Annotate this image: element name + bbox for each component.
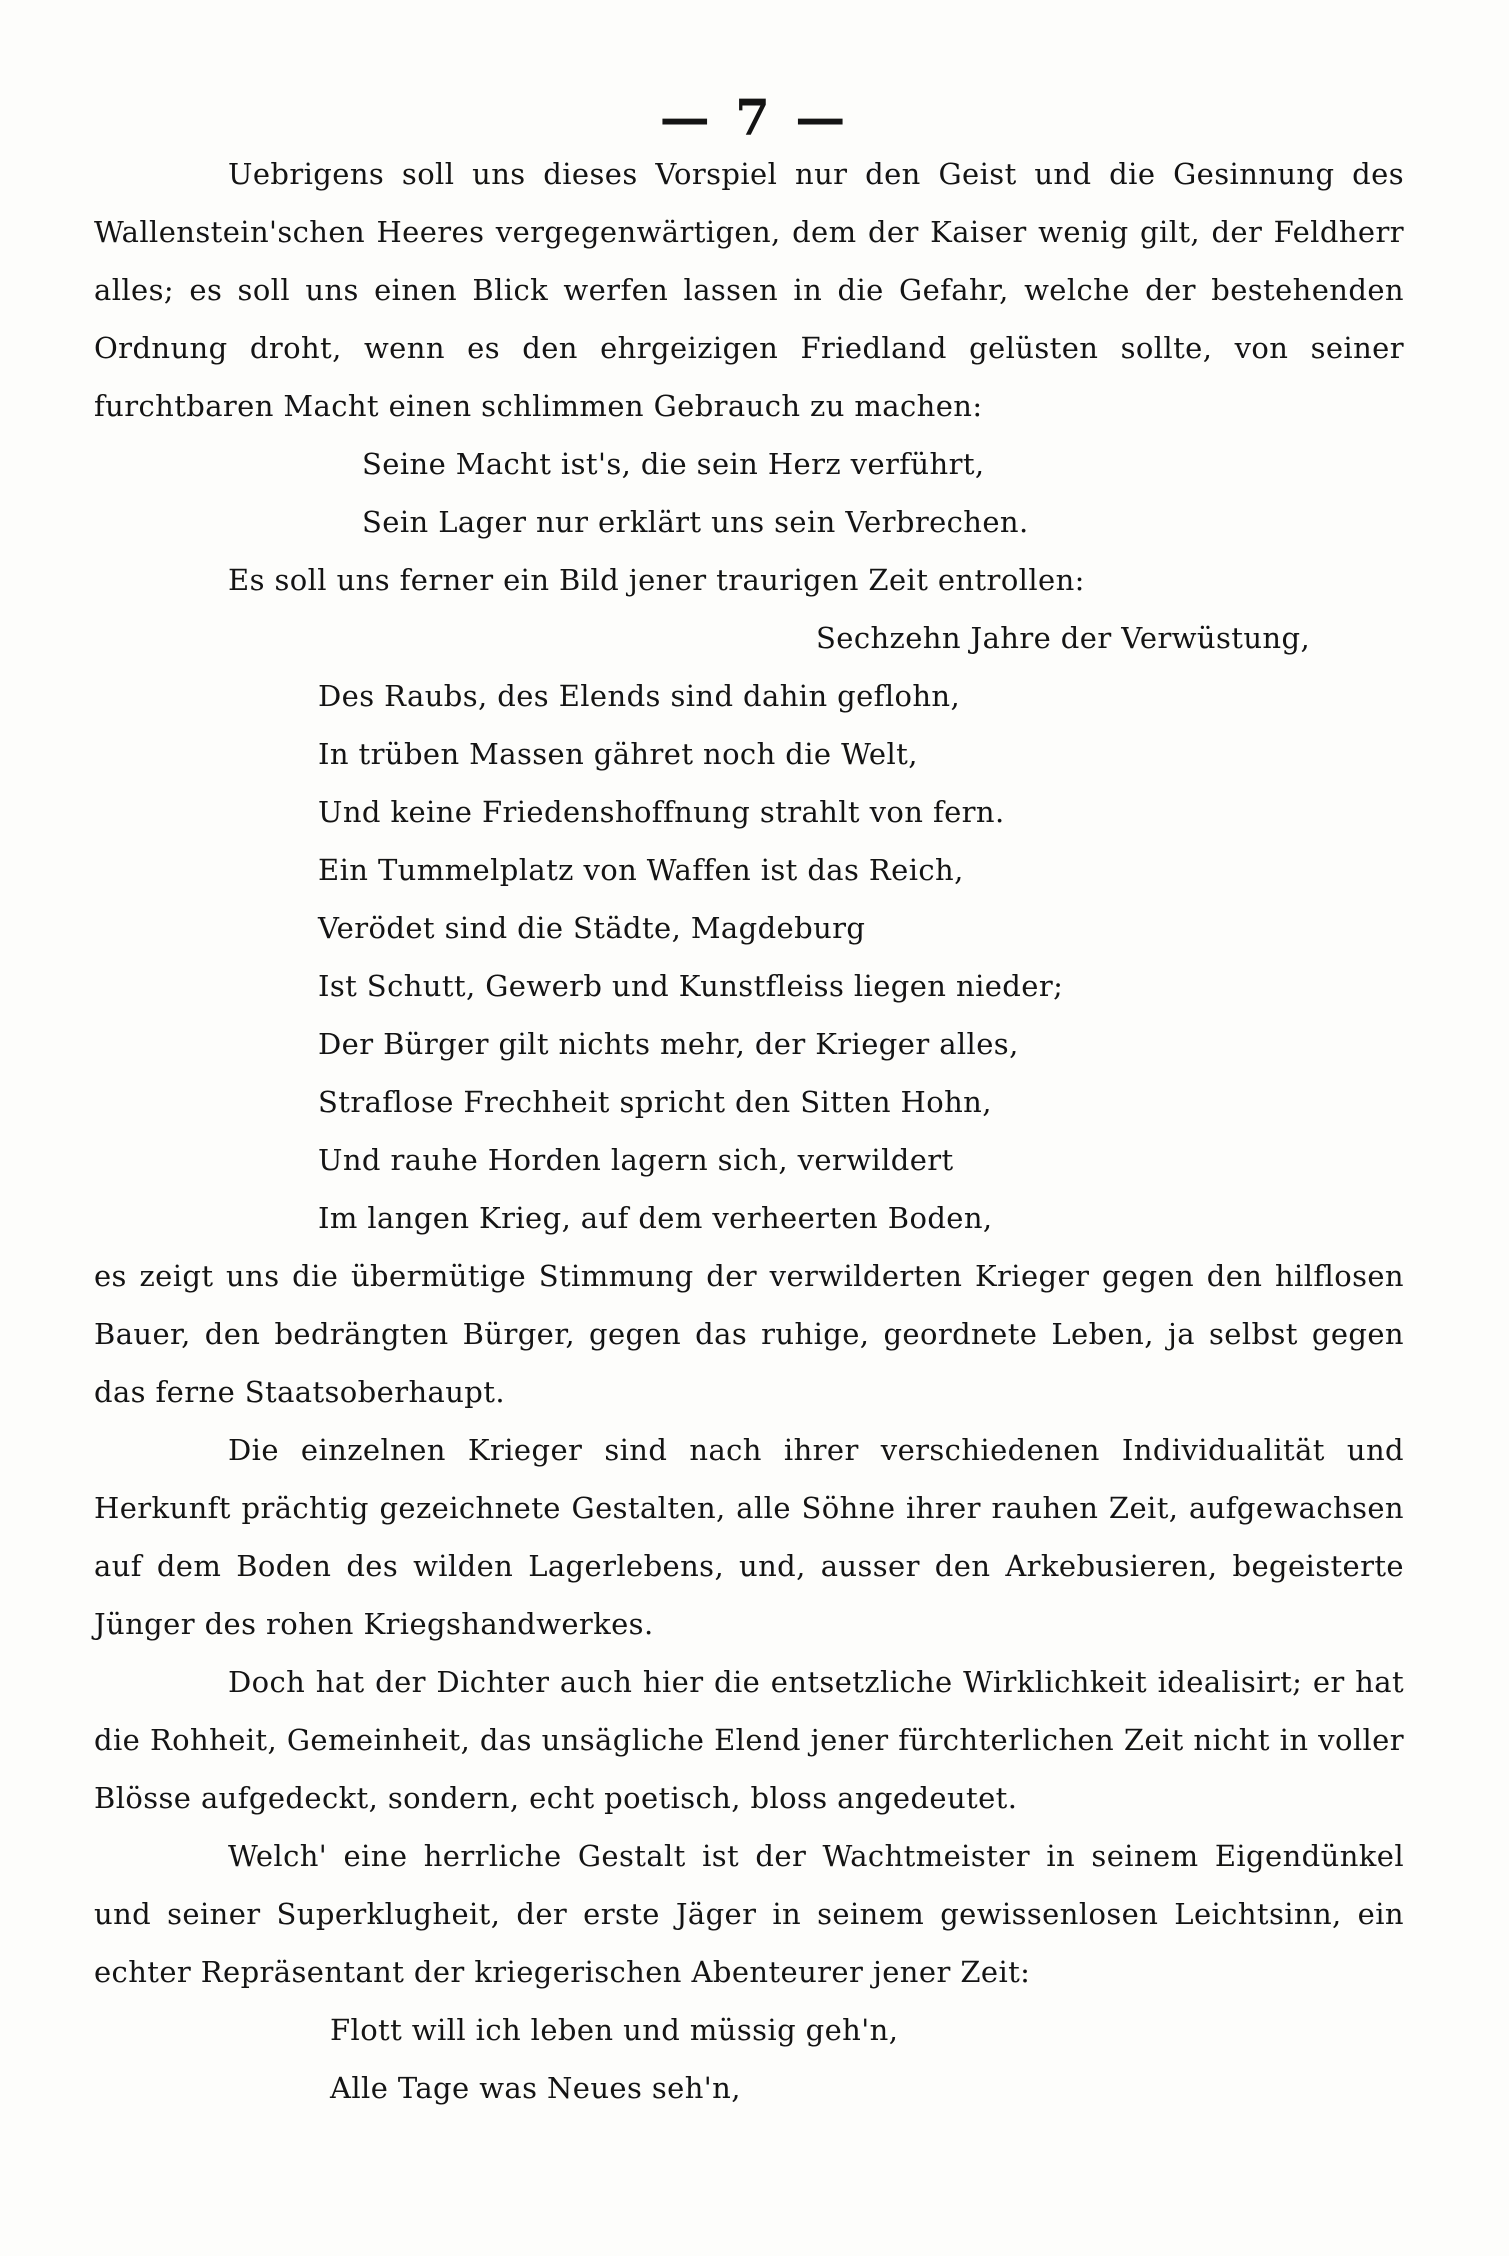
verse-line: Und rauhe Horden lagern sich, verwildert: [318, 1143, 954, 1177]
verse-line: Im langen Krieg, auf dem verheerten Boden,: [318, 1201, 993, 1235]
verse-line-flott: Flott will ich leben und müssig geh'n,: [330, 2013, 899, 2047]
verse-line: Ist Schutt, Gewerb und Kunstfleiss liegen nieder;: [318, 969, 1064, 1003]
quote-line-1: Seine Macht ist's, die sein Herz verführt,: [362, 447, 985, 481]
paragraph-intro-zeit: Es soll uns ferner ein Bild jener traurigen Zeit entrollen:: [228, 563, 1085, 597]
verse-line: Straflose Frechheit spricht den Sitten Hohn,: [318, 1085, 992, 1119]
verse-line: Verödet sind die Städte, Magdeburg: [318, 911, 866, 945]
paragraph-stimmung: es zeigt uns die übermütige Stimmung der verwilderten Krieger gegen den hilflosen Bauer, den bedrängten Bürger, gegen das ruhige, geordnete Leben, ja selbst gegen das ferne Staatsoberhaupt.: [94, 1259, 1404, 1409]
paragraph-dichter: Doch hat der Dichter auch hier die entsetzliche Wirklichkeit idealisirt; er hat die Rohheit, Gemeinheit, das unsägliche Elend jener fürchterlichen Zeit nicht in voller Blösse aufgedeckt, sondern, echt poetisch, bloss angedeutet.: [94, 1665, 1404, 1815]
paragraph-1-block: [94, 145, 1404, 2117]
verse-line: Und keine Friedenshoffnung strahlt von fern.: [318, 795, 1005, 829]
paragraph-vorspiel: Uebrigens soll uns dieses Vorspiel nur den Geist und die Gesinnung des Wallenstein'schen Heeres vergegenwärtigen, dem der Kaiser wenig gilt, der Feldherr alles; es soll uns einen Blick werfen lassen in die Gefahr, welche der bestehenden Ordnung droht, wenn es den ehrgeizigen Friedland gelüsten sollte, von seiner furchtbaren Macht einen schlimmen Gebrauch zu machen:: [94, 157, 1404, 423]
quote-line-2: Sein Lager nur erklärt uns sein Verbrechen.: [362, 505, 1029, 539]
paragraph-krieger: Die einzelnen Krieger sind nach ihrer verschiedenen Individualität und Herkunft prächtig gezeichnete Gestalten, alle Söhne ihrer rauhen Zeit, aufgewachsen auf dem Boden des wilden Lagerlebens, und, ausser den Arkebusieren, begeisterte Jünger des rohen Kriegshandwerkes.: [94, 1433, 1404, 1641]
page-number: — 7 —: [659, 88, 850, 147]
verse-line-alle-tage: Alle Tage was Neues seh'n,: [330, 2071, 741, 2105]
verse-line: Der Bürger gilt nichts mehr, der Krieger alles,: [318, 1027, 1019, 1061]
verse-line: Des Raubs, des Elends sind dahin geflohn,: [318, 679, 961, 713]
verse-line: In trüben Massen gähret noch die Welt,: [318, 737, 918, 771]
verse-line: Ein Tummelplatz von Waffen ist das Reich,: [318, 853, 964, 887]
paragraph-wachtmeister: Welch' eine herrliche Gestalt ist der Wachtmeister in seinem Eigendünkel und seiner Superklugheit, der erste Jäger in seinem gewissenlosen Leichtsinn, ein echter Repräsentant der kriegerischen Abenteurer jener Zeit:: [94, 1839, 1404, 1989]
quote-line-sechzehn: Sechzehn Jahre der Verwüstung,: [816, 621, 1311, 655]
